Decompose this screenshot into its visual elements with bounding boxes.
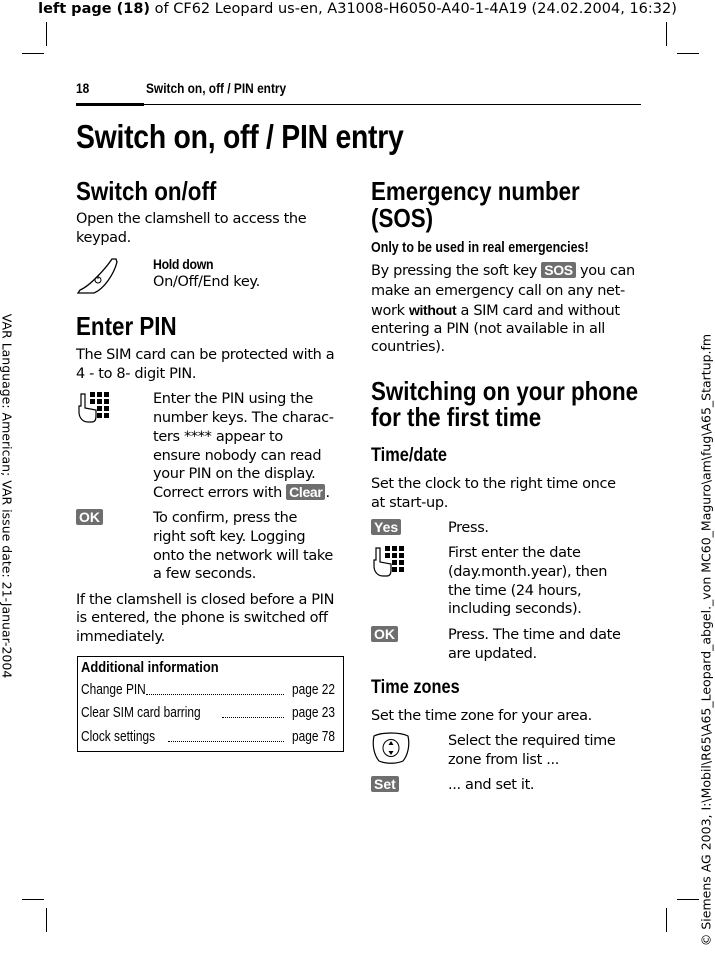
print-info-line [0, 0, 715, 18]
sos-line-3-post: a SIM card and without [456, 303, 620, 319]
ok-confirm-line-2: right soft key. Logging [153, 529, 306, 545]
set-it-text: ... and set it. [448, 777, 535, 793]
yes-softkey: Yes [371, 519, 401, 535]
leader-dots [222, 717, 284, 718]
heading-emergency-line-2: (SOS) [371, 203, 434, 233]
crop-mark [677, 53, 699, 54]
pin-intro-1: The SIM card can be protected with a [76, 347, 335, 363]
sos-line-3-pre: work [371, 303, 409, 319]
leader-dots [146, 694, 284, 695]
sos-line-4: entering a PIN (not available in all [371, 321, 605, 337]
crop-mark [46, 908, 47, 932]
date-entry-line-1: First enter the date [448, 545, 581, 561]
keypad-icon [76, 390, 110, 424]
zones-intro: Set the time zone for your area. [371, 708, 592, 724]
select-zone-line-2: zone from list ... [448, 752, 559, 768]
info-row-page: page 22 [292, 682, 335, 698]
time-intro-1: Set the clock to the right time once [371, 476, 616, 492]
heading-time-date: Time/date [371, 445, 447, 466]
pin-intro-2: 4 - to 8- digit PIN. [76, 366, 197, 382]
hold-down-bold: Hold down [153, 256, 214, 272]
switch-intro-1: Open the clamshell to access the [76, 211, 307, 227]
var-language-note: VAR Language: American; VAR issue date: 21-Januar-2004 [0, 313, 15, 679]
select-zone-line-1: Select the required time [448, 733, 616, 749]
emergency-warning: Only to be used in real emergencies! [371, 240, 589, 256]
enter-pin-line-1: Enter the PIN using the [153, 391, 313, 407]
clamshell-closed-line-3: immediately. [76, 629, 165, 645]
end-key-icon [76, 256, 120, 296]
enter-pin-line-5: your PIN on the display. [153, 466, 316, 482]
clear-softkey: Clear [286, 484, 325, 500]
crop-mark [666, 908, 667, 932]
ok-softkey: OK [371, 626, 398, 642]
heading-enter-pin: Enter PIN [76, 311, 177, 341]
crop-mark [46, 22, 47, 46]
crop-mark [677, 899, 699, 900]
leader-dots [168, 741, 284, 742]
enter-pin-line-2: number keys. The charac- [153, 410, 334, 426]
date-entry-line-4: including seconds). [448, 601, 582, 617]
header-rule-accent [76, 103, 144, 106]
heading-emergency-line-1: Emergency number [371, 176, 580, 206]
yes-press-text: Press. [448, 520, 489, 536]
date-entry-line-3: the time (24 hours, [448, 583, 582, 599]
sos-line-2: make an emergency call on any net- [371, 283, 625, 299]
ok-confirm-line-1: To confirm, press the [153, 510, 298, 526]
ok-time-line-1: Press. The time and date [448, 627, 621, 643]
enter-pin-line-3: ters **** appear to [153, 429, 283, 445]
sos-line-1-pre: By pressing the soft key [371, 263, 542, 279]
correct-errors-text: Correct errors with [153, 485, 287, 501]
sos-line-1-post: you can [575, 263, 635, 279]
correct-errors-line: Correct errors with Clear . [153, 484, 330, 501]
enter-pin-line-4: ensure nobody can read [153, 448, 322, 464]
info-row-label: Clock settings [81, 729, 156, 745]
header-rule [76, 104, 641, 105]
sos-line-5: countries). [371, 339, 445, 355]
switch-intro-2: keypad. [76, 230, 131, 246]
clamshell-closed-line-2: is entered, the phone is switched off [76, 610, 328, 626]
crop-mark [22, 53, 44, 54]
heading-first-time-line-1: Switching on your phone [371, 376, 639, 406]
sos-line-3 [371, 301, 620, 321]
additional-info-title: Additional information [81, 659, 219, 676]
heading-first-time-line-2: for the first time [371, 402, 542, 432]
navigation-key-icon [372, 731, 410, 765]
crop-mark [22, 899, 44, 900]
ok-confirm-line-4: a few seconds. [153, 566, 256, 582]
time-intro-2: at start-up. [371, 495, 448, 511]
ok-time-line-2: are updated. [448, 646, 537, 662]
ok-softkey: OK [76, 509, 103, 525]
page-title: Switch on, off / PIN entry [76, 118, 404, 155]
sos-softkey: SOS [541, 262, 576, 278]
heading-time-zones: Time zones [371, 677, 460, 698]
copyright-path-note: © Siemens AG 2003, I:\Mobil\R65\A65_Leopard_abgel._von MC60_Maguro\am\fug\A65_Startup.fm [698, 333, 714, 947]
keypad-icon [371, 544, 405, 578]
sos-line-1 [371, 262, 635, 281]
info-row-page: page 23 [292, 705, 335, 721]
hold-down-text: On/Off/End key. [153, 274, 260, 290]
running-title: Switch on, off / PIN entry [146, 80, 287, 96]
info-row-label: Change PIN [81, 682, 146, 698]
info-row-page: page 78 [292, 729, 335, 745]
date-entry-line-2: (day.month.year), then [448, 564, 608, 580]
sos-without-bold: without [408, 302, 457, 318]
heading-switch-on-off: Switch on/off [76, 176, 217, 206]
page-number: 18 [76, 80, 90, 96]
crop-mark [666, 22, 667, 46]
print-info-bold: left page (18) [38, 1, 151, 17]
info-row-label: Clear SIM card barring [81, 705, 201, 721]
set-softkey: Set [371, 776, 399, 792]
ok-confirm-line-3: onto the network will take [153, 548, 333, 564]
print-info-text: of CF62 Leopard us-en, A31008-H6050-A40-1-4A19 (24.02.2004, 16:32) [150, 1, 677, 17]
clamshell-closed-line-1: If the clamshell is closed before a PIN [76, 592, 335, 608]
